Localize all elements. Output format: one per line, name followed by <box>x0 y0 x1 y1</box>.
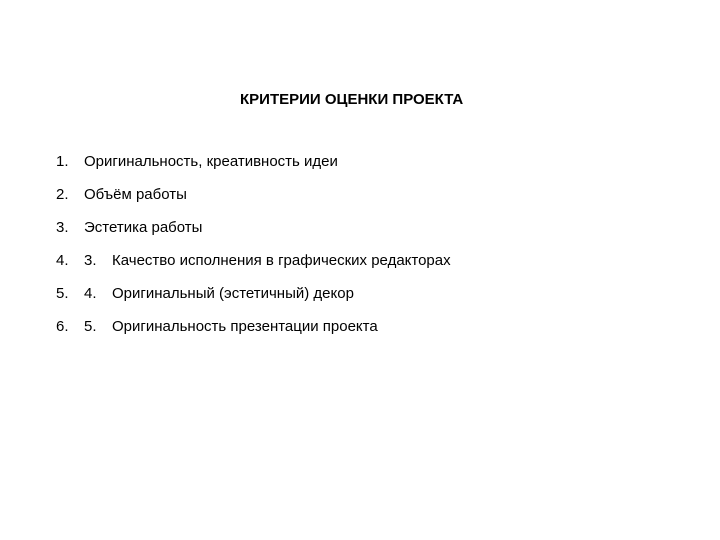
item-text: Эстетика работы <box>84 219 203 236</box>
item-number: 6. <box>56 318 69 335</box>
item-subnumber: 5. <box>84 318 97 335</box>
list-item <box>56 251 451 284</box>
list-item <box>56 185 451 218</box>
item-number: 3. <box>56 219 69 236</box>
item-number: 4. <box>56 252 69 269</box>
list-item <box>56 317 451 350</box>
item-text: Оригинальность презентации проекта <box>112 318 378 335</box>
item-subnumber: 3. <box>84 252 97 269</box>
item-text: Качество исполнения в графических редакторах <box>112 252 451 269</box>
item-text: Объём работы <box>84 186 187 203</box>
list-item <box>56 284 451 317</box>
criteria-list <box>56 152 451 350</box>
item-subnumber: 4. <box>84 285 97 302</box>
item-text: Оригинальность, креативность идеи <box>84 153 338 170</box>
item-text: Оригинальный (эстетичный) декор <box>112 285 354 302</box>
list-item <box>56 152 451 185</box>
list-item <box>56 218 451 251</box>
slide-title: КРИТЕРИИ ОЦЕНКИ ПРОЕКТА <box>240 91 464 108</box>
item-number: 2. <box>56 186 69 203</box>
item-number: 1. <box>56 153 69 170</box>
item-number: 5. <box>56 285 69 302</box>
